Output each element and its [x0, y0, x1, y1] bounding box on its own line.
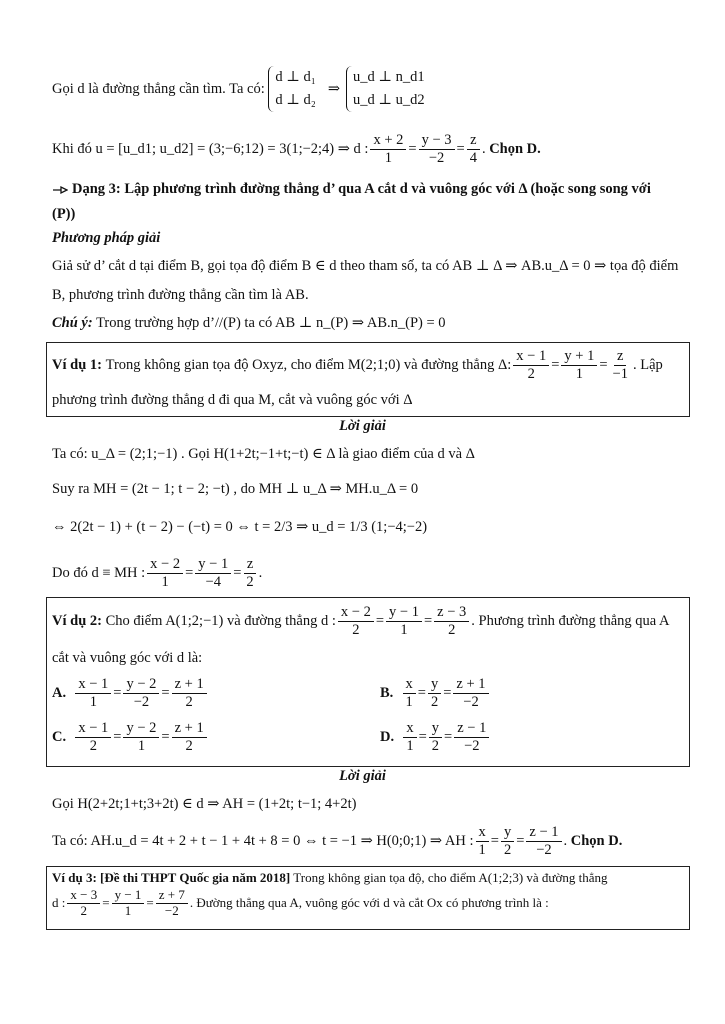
intro-line-1: [52, 66, 431, 112]
method-paragraph: B, phương trình đường thẳng cần tìm là AB.: [52, 287, 309, 303]
example-3-line-1: Ví dụ 3: [Đề thi THPT Quốc gia năm 2018] Trong không gian tọa độ, cho điểm A(1;2;3) và đường thẳng: [52, 870, 608, 885]
example-1-line-1: Ví dụ 1: Trong không gian tọa độ Oxyz, cho điểm M(2;1;0) và đường thẳng Δ: $\frac{x - 1}{2}$ = $\frac{y + 1}{1}$ = $\frac{z}{-1}$ . Lập: [52, 348, 663, 382]
method-paragraph: Giả sử d’ cắt d tại điểm B, gọi tọa độ điểm B ∈ d theo tham số, ta có AB ⊥ Δ ⇒ AB.u_Δ = 0 ⇒ tọa độ điểm: [52, 258, 679, 274]
fraction: $\frac{x}{1}$: [476, 824, 489, 858]
section-title: Dạng 3: Lập phương trình đường thẳng d’ qua A cắt d và vuông góc với Δ (hoặc song song với: [52, 181, 651, 198]
fraction: $\frac{x - 1}{2}$: [513, 348, 549, 382]
system-eq: u_d ⊥ n_d1: [353, 69, 425, 85]
fraction: $\frac{y - 3}{-2}$: [419, 132, 455, 166]
fraction: $\frac{y - 1}{-4}$: [195, 556, 231, 590]
fraction: $\frac{y - 1}{1}$: [112, 888, 145, 919]
example-1-line-2: phương trình đường thẳng d đi qua M, cắt và vuông góc với Δ: [52, 392, 413, 408]
system-eq: d ⊥ d₁: [275, 69, 316, 85]
option-a: A. $\frac{x - 1}{1}$ = $\frac{y - 2}{-2}$ = $\frac{z + 1}{2}$: [52, 676, 209, 710]
option-b: B. $\frac{x}{1}$ = $\frac{y}{2}$ = $\frac{z + 1}{-2}$: [380, 676, 491, 710]
hand-pointer-icon: [52, 185, 68, 195]
solution-step: ⇔ 2(2t − 1) + (t − 2) − (−t) = 0 ⇔ t = 2/3 ⇒ u_d = 1/3 (1;−4;−2): [52, 519, 428, 535]
answer-label: Chọn D.: [570, 832, 623, 849]
fraction: $\frac{x + 2}{1}$: [370, 132, 406, 166]
option-d: D. $\frac{x}{1}$ = $\frac{y}{2}$ = $\frac{z - 1}{-2}$: [380, 720, 491, 754]
fraction: $\frac{z + 7}{-2}$: [156, 888, 188, 919]
system-eq: u_d ⊥ u_d2: [353, 92, 425, 109]
solution-heading: Lời giải: [339, 768, 386, 784]
fraction: $\frac{z - 3}{2}$: [434, 604, 469, 638]
example-3-line-2: d : $\frac{x - 3}{2}$ = $\frac{y - 1}{1}$ = $\frac{z + 7}{-2}$ . Đường thẳng qua A, vuông góc với d và cắt Ox có phương trình là :: [52, 887, 549, 918]
solution-step: Suy ra MH = (2t − 1; t − 2; −t) , do MH ⊥ u_Δ ⇒ MH.u_Δ = 0: [52, 481, 419, 497]
system-brace-1: [268, 66, 321, 112]
intro-line-2: Khi đó u = [u_d1; u_d2] = (3;−6;12) = 3(1;−2;4) ⇒ d : $\frac{x + 2}{1}$ = $\frac{y - 3}{-2}$ = $\frac{z}{4}$ . Chọn D.: [52, 132, 541, 166]
solution-step: Ta có: u_Δ = (2;1;−1) . Gọi H(1+2t;−1+t;−t) ∈ Δ là giao điểm của d và Δ: [52, 446, 476, 462]
fraction: $\frac{x - 2}{2}$: [338, 604, 374, 638]
example-2-line-2: cắt và vuông góc với d là:: [52, 650, 203, 666]
solution-heading: Lời giải: [339, 418, 386, 434]
section-title-cont: (P)): [52, 206, 76, 222]
implies-symbol: ⇒: [327, 80, 341, 97]
fraction: $\frac{y - 1}{1}$: [386, 604, 422, 638]
system-eq: d ⊥ d₂: [275, 92, 316, 109]
fraction: $\frac{y + 1}{1}$: [561, 348, 597, 382]
solution-step: Do đó d ≡ MH : $\frac{x - 2}{1}$ = $\frac{y - 1}{-4}$ = $\frac{z}{2}$ .: [52, 556, 263, 590]
system-brace-2: [346, 66, 431, 112]
example-2-line-1: Ví dụ 2: Cho điểm A(1;2;−1) và đường thẳng d : $\frac{x - 2}{2}$ = $\frac{y - 1}{1}$ = $\frac{z - 3}{2}$ . Phương trình đường thẳng qua A: [52, 604, 670, 638]
fraction: $\frac{x - 3}{2}$: [67, 888, 100, 919]
fraction: $\frac{z}{4}$: [467, 132, 480, 166]
note-text: Trong trường hợp d’//(P) ta có AB ⊥ n_(P) ⇒ AB.n_(P) = 0: [96, 315, 446, 331]
solution-step: Ta có: AH.u_d = 4t + 2 + t − 1 + 4t + 8 = 0 ⇔ t = −1 ⇒ H(0;0;1) ⇒ AH : $\frac{x}{1}$ = $\frac{y}{2}$ = $\frac{z - 1}{-2}$ . Chọn D.: [52, 824, 623, 858]
fraction: $\frac{z - 1}{-2}$: [526, 824, 561, 858]
fraction: $\frac{z}{2}$: [243, 556, 256, 590]
intro-text: Gọi d là đường thẳng cần tìm. Ta có:: [52, 80, 265, 97]
fraction: $\frac{x - 2}{1}$: [147, 556, 183, 590]
option-c: C. $\frac{x - 1}{2}$ = $\frac{y - 2}{1}$ = $\frac{z + 1}{2}$: [52, 720, 209, 754]
fraction: $\frac{z}{-1}$: [612, 348, 628, 382]
fraction: $\frac{y}{2}$: [501, 824, 514, 858]
note-line: [52, 315, 446, 332]
intro-text: Khi đó u = [u_d1; u_d2] = (3;−6;12) = 3(1;−2;4) ⇒ d :: [52, 140, 369, 157]
solution-step: Gọi H(2+2t;1+t;3+2t) ∈ d ⇒ AH = (1+2t; t−1; 4+2t): [52, 796, 357, 812]
method-heading: Phương pháp giải: [52, 230, 161, 246]
answer-label: Chọn D.: [489, 140, 541, 157]
note-label: Chú ý:: [52, 315, 93, 331]
